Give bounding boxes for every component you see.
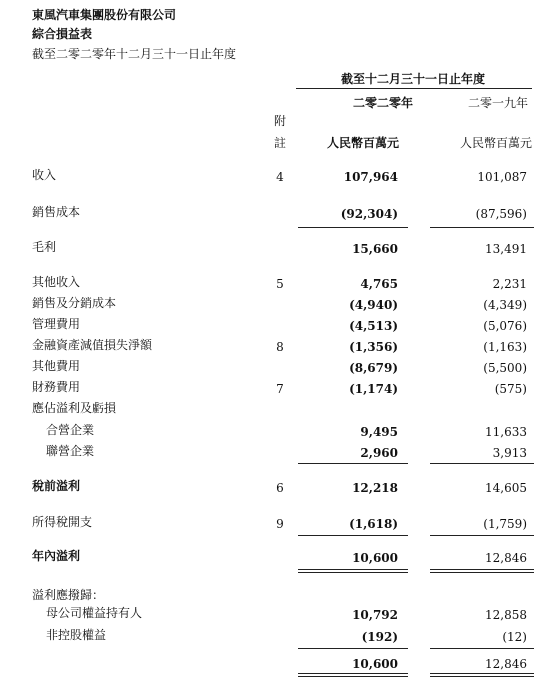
row-value-2020-associates: 2,960 [360,446,398,460]
note-header-1: 附 [274,114,287,128]
row-value-2020-admin-expenses: (4,513) [349,319,398,333]
subtotal-rule-2020 [298,535,408,536]
row-note-revenue: 4 [276,170,284,184]
row-value-2020-selling-distribution: (4,940) [349,298,398,312]
subtotal-rule-2020 [298,227,408,228]
column-header-2020: 二零二零年 [353,96,414,110]
row-value-2020-cost-of-sales: (92,304) [340,207,398,221]
row-note-income-tax: 9 [276,517,284,531]
row-value-2019-finance-costs: (575) [494,382,527,396]
row-value-2019-profit-before-tax: 14,605 [485,481,527,495]
row-label-income-tax: 所得稅開支 [32,515,93,529]
header-rule [296,88,532,89]
row-label-gross-profit: 毛利 [32,240,57,254]
total-rule-2020 [298,673,408,674]
row-note-impairment-losses: 8 [276,340,284,354]
row-value-2019-other-income: 2,231 [492,277,527,291]
column-group-header: 截至十二月三十一日止年度 [341,72,486,86]
row-value-2019-owners-of-parent: 12,858 [485,608,527,622]
row-label-associates: 聯營企業 [46,444,95,458]
row-value-2020-profit-for-year: 10,600 [352,551,398,565]
row-note-profit-before-tax: 6 [276,481,284,495]
row-value-2019-income-tax: (1,759) [483,517,527,531]
subtotal-rule-2019 [430,463,534,464]
row-label-profit-before-tax: 稅前溢利 [32,479,81,493]
row-value-2020-income-tax: (1,618) [349,517,398,531]
subtotal-rule-2020 [298,648,408,649]
total-rule-2019 [430,673,534,674]
row-value-2019-joint-ventures: 11,633 [485,425,527,439]
row-label-other-expenses: 其他費用 [32,359,81,373]
row-value-2020-joint-ventures: 9,495 [360,425,398,439]
unit-header-2020: 人民幣百萬元 [327,136,400,150]
row-value-2019-selling-distribution: (4,349) [483,298,527,312]
row-label-profit-for-year: 年內溢利 [32,549,81,563]
row-value-2019-admin-expenses: (5,076) [483,319,527,333]
row-value-2020-owners-of-parent: 10,792 [352,608,398,622]
row-value-2019-gross-profit: 13,491 [485,242,527,256]
row-value-2019-other-expenses: (5,500) [483,361,527,375]
row-label-revenue: 收入 [32,168,57,182]
row-label-impairment-losses: 金融資產減值損失淨額 [32,338,153,352]
subtotal-rule-2019 [430,227,534,228]
row-value-2019-impairment-losses: (1,163) [483,340,527,354]
row-note-other-income: 5 [276,277,284,291]
row-value-2019-cost-of-sales: (87,596) [475,207,527,221]
row-value-2020-other-income: 4,765 [360,277,398,291]
total-rule-2020-double [298,676,408,677]
note-header-2: 註 [274,136,287,150]
subtotal-rule-2019 [430,648,534,649]
row-label-share-of-profits: 應佔溢利及虧損 [32,401,117,415]
row-label-owners-of-parent: 母公司權益持有人 [46,606,143,620]
total-rule-2019-double [430,676,534,677]
row-label-non-controlling: 非控股權益 [46,628,107,642]
total-rule-2019 [430,569,534,570]
statement-period: 截至二零二零年十二月三十一日止年度 [32,47,237,61]
row-value-2020-profit-before-tax: 12,218 [352,481,398,495]
row-value-2019-profit-for-year: 12,846 [485,551,527,565]
column-header-2019: 二零一九年 [468,96,529,110]
total-rule-2020 [298,569,408,570]
row-value-2019-attributable-total: 12,846 [485,657,527,671]
row-value-2020-finance-costs: (1,174) [349,382,398,396]
unit-header-2019: 人民幣百萬元 [460,136,533,150]
row-label-selling-distribution: 銷售及分銷成本 [32,296,117,310]
row-value-2020-revenue: 107,964 [343,170,398,184]
total-rule-2019-double [430,572,534,573]
row-value-2019-non-controlling: (12) [502,630,527,644]
row-value-2020-other-expenses: (8,679) [349,361,398,375]
row-value-2020-attributable-total: 10,600 [352,657,398,671]
total-rule-2020-double [298,572,408,573]
subtotal-rule-2019 [430,535,534,536]
row-label-finance-costs: 財務費用 [32,380,81,394]
row-value-2019-associates: 3,913 [492,446,527,460]
statement-title: 綜合損益表 [32,27,93,41]
row-label-other-income: 其他收入 [32,275,81,289]
row-label-joint-ventures: 合營企業 [46,423,95,437]
row-value-2019-revenue: 101,087 [477,170,527,184]
row-label-profit-attributable: 溢利應撥歸： [32,588,105,602]
row-value-2020-non-controlling: (192) [361,630,398,644]
row-label-cost-of-sales: 銷售成本 [32,205,81,219]
row-note-finance-costs: 7 [276,382,284,396]
row-value-2020-impairment-losses: (1,356) [349,340,398,354]
subtotal-rule-2020 [298,463,408,464]
row-label-admin-expenses: 管理費用 [32,317,81,331]
company-name: 東風汽車集團股份有限公司 [32,8,177,22]
row-value-2020-gross-profit: 15,660 [352,242,398,256]
